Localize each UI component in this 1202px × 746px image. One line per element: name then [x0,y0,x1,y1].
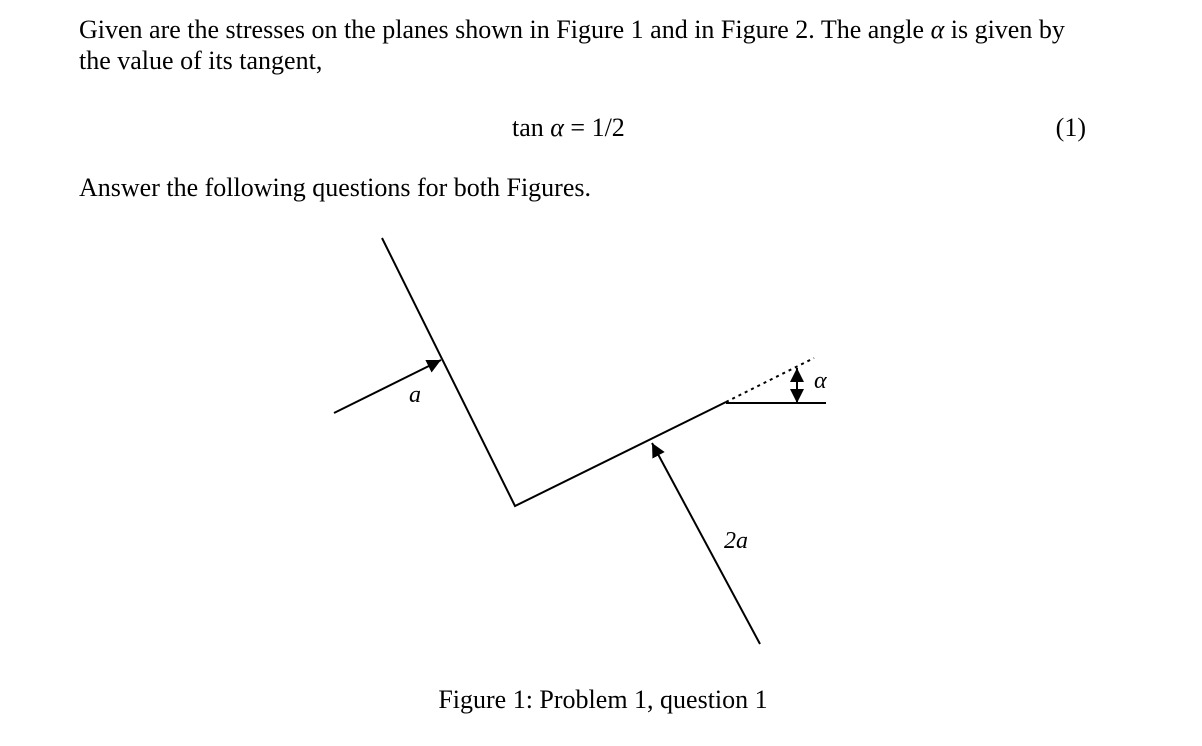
equation-rhs: = 1/2 [563,113,625,142]
label-2a: 2a [724,528,748,554]
equation-function: tan [512,113,551,142]
plane-outline [382,238,726,506]
equation-variable: α [550,113,564,142]
intro-text-part2: is given by the value of its tangent, [79,15,1065,75]
answer-instruction: Answer the following questions for both Figures. [79,173,592,202]
equation-number: (1) [1055,113,1086,142]
alpha-symbol: α [930,15,945,44]
intro-text-part1: Given are the stresses on the planes shown in Figure 1 and in Figure 2. The angle [79,15,931,44]
label-alpha: α [814,368,827,394]
stress-arrow-a [334,360,441,413]
figure-caption: Figure 1: Problem 1, question 1 [438,685,768,714]
label-a: a [409,382,421,408]
dotted-extension-line [726,358,814,402]
